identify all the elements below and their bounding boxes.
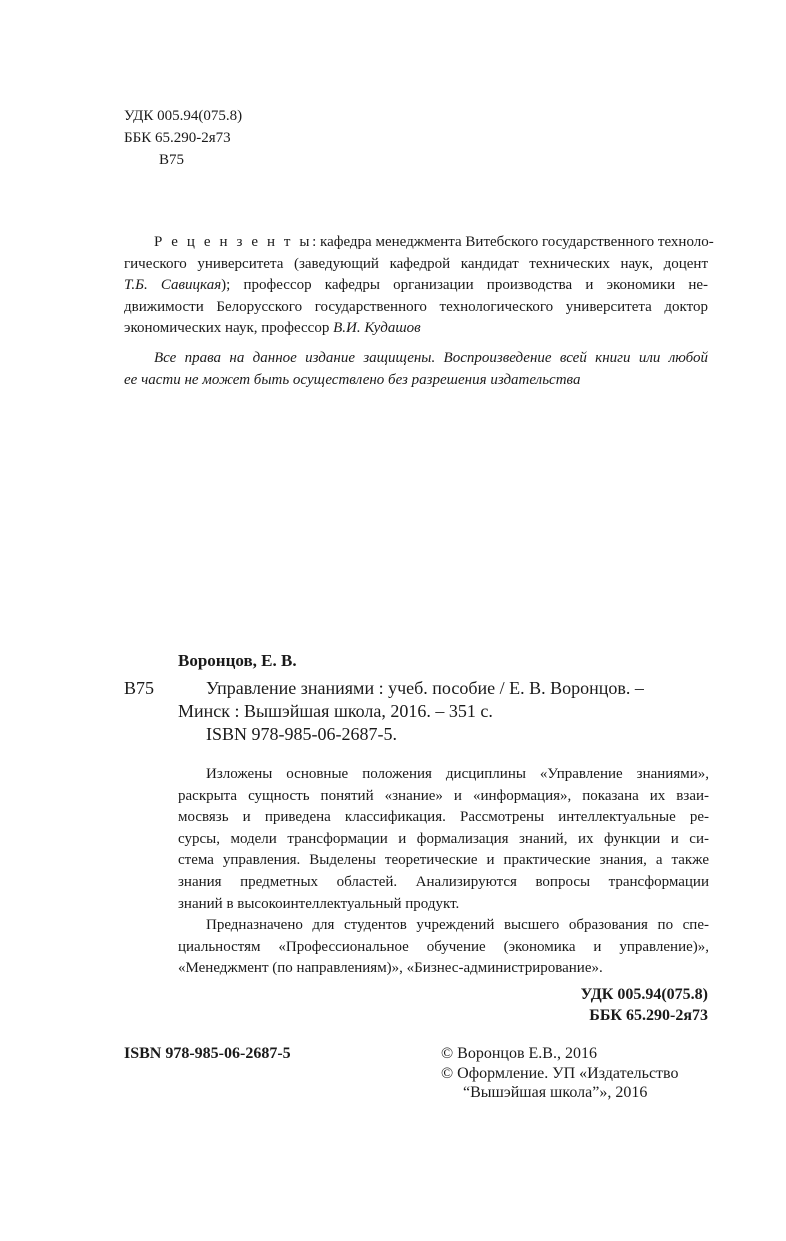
top-udk: УДК 005.94(075.8) (124, 108, 243, 124)
catalog-author: Воронцов, Е. В. (178, 651, 297, 670)
isbn-bold: ISBN 978-985-06-2687-5 (124, 1045, 291, 1062)
reviewers-line-5: экономических наук, профессор В.И. Кудашов (124, 320, 421, 336)
reviewers-line-4: движимости Белорусского государственного технологического университета доктор (124, 298, 708, 315)
abstract-line: сурсы, модели трансформации и формализация знаний, их функции и си- (178, 830, 709, 847)
catalog-isbn: ISBN 978-985-06-2687-5. (206, 724, 397, 744)
abstract-line: знаний в высокоинтеллектуальный продукт. (178, 895, 460, 912)
abstract-line: стема управления. Выделены теоретические и практические знания, а также (178, 852, 709, 869)
catalog-line-1: Управление знаниями : учеб. пособие / Е. В. Воронцов. – (206, 678, 644, 698)
copyright-author: © Воронцов Е.В., 2016 (441, 1045, 597, 1062)
reviewers-block (124, 232, 714, 340)
abstract-line: знания предметных областей. Анализируются вопросы трансформации (178, 873, 709, 890)
abstract-line: Изложены основные положения дисциплины «Управление знаниями», (206, 766, 709, 782)
abstract-line: мосвязь и приведена классификация. Рассмотрены интеллектуальные ре- (178, 809, 709, 826)
top-author-sign: В75 (159, 152, 185, 168)
purpose-line: Предназначено для студентов учреждений высшего образования по спе- (206, 917, 709, 933)
reviewers-line-1: Р е ц е н з е н т ы: кафедра менеджмента Витебского государственного техноло- (154, 234, 714, 250)
reviewer-name-2: В.И. Кудашов (333, 320, 421, 336)
catalog-line-2: Минск : Вышэйшая школа, 2016. – 351 с. (178, 701, 493, 721)
rights-notice (124, 348, 708, 391)
purpose-line: циальностям «Профессиональное обучение (экономика и управление)», (178, 938, 709, 955)
rights-line-1: Все права на данное издание защищены. Воспроизведение всей книги или любой (154, 350, 708, 366)
copyright-publisher: “Вышэйшая школа”», 2016 (463, 1084, 648, 1101)
reviewer-name-1: Т.Б. Савицкая (124, 277, 222, 293)
catalog-sign: В75 (124, 678, 155, 698)
bottom-udk: УДК 005.94(075.8) (580, 986, 708, 1003)
purpose (178, 915, 709, 980)
rights-line-2: ее части не может быть осуществлено без разрешения издательства (124, 371, 581, 388)
reviewers-label: Р е ц е н з е н т ы (154, 234, 313, 250)
abstract-line: раскрыта сущность понятий «знание» и «информация», показана их взаи- (178, 787, 709, 804)
reviewers-line-2: гического университета (заведующий кафедрой кандидат технических наук, доцент (124, 255, 708, 272)
top-bbk: ББК 65.290-2я73 (124, 130, 231, 146)
abstract (178, 764, 709, 915)
purpose-line: «Менеджмент (по направлениям)», «Бизнес-администрирование». (178, 960, 603, 977)
bottom-bbk: ББК 65.290-2я73 (589, 1007, 708, 1024)
reviewers-line-3: Т.Б. Савицкая); профессор кафедры организации производства и экономики не- (124, 277, 708, 293)
copyright-design: © Оформление. УП «Издательство (441, 1065, 679, 1082)
